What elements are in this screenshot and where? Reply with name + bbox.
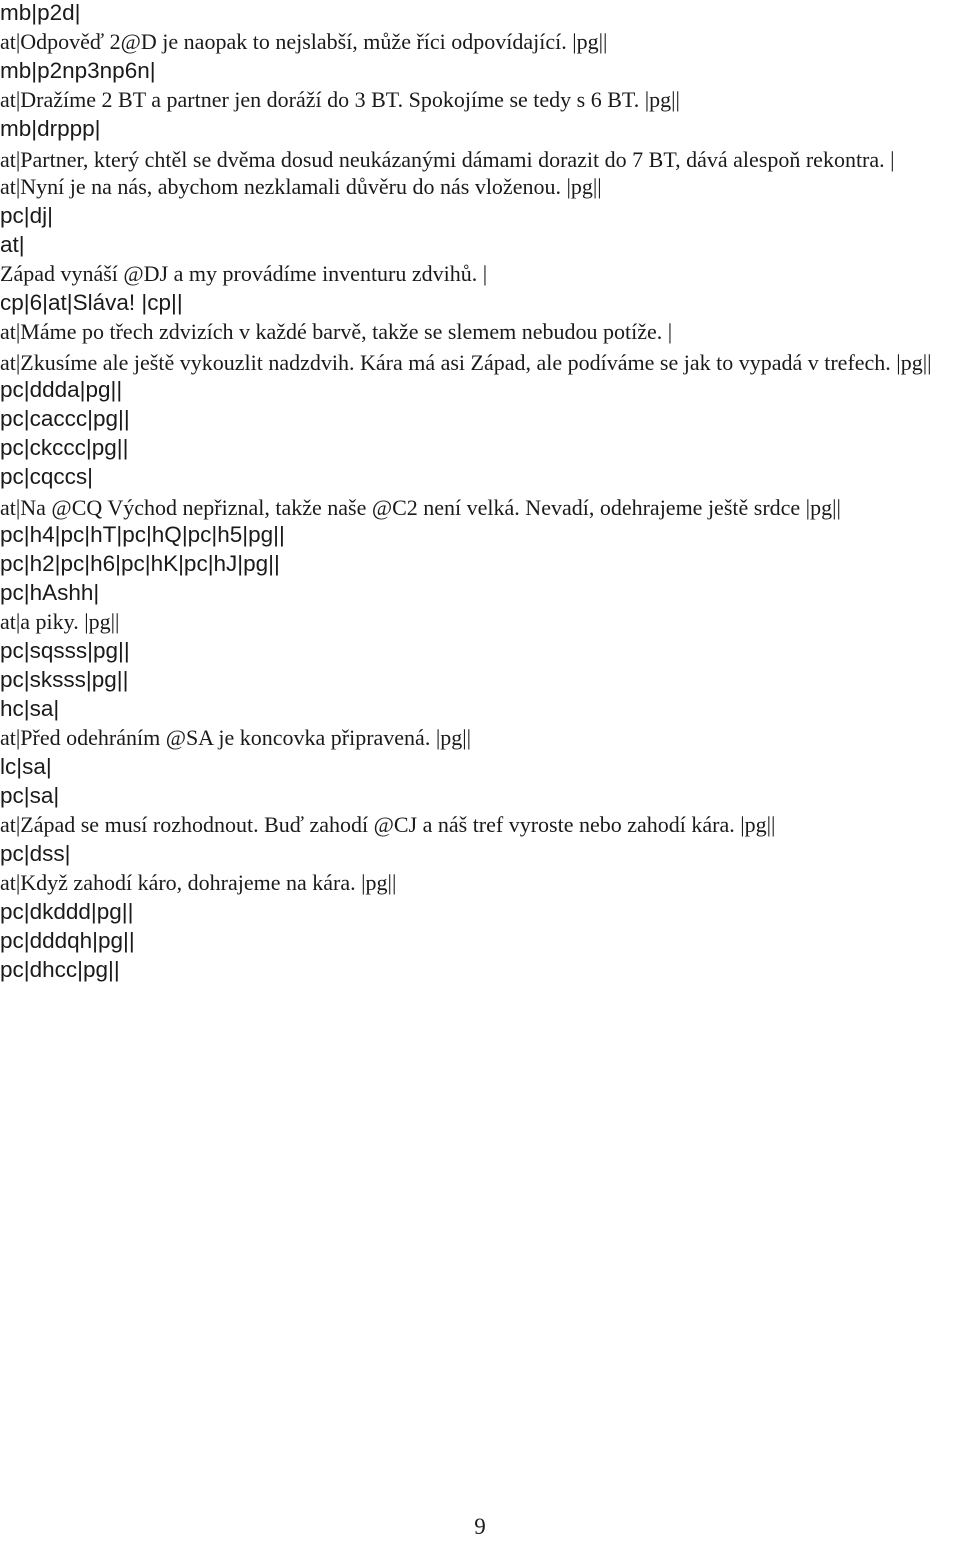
text-line: pc|dkddd|pg|| [0, 899, 134, 924]
text-line: pc|sa| [0, 783, 60, 808]
text-line: mb|drppp| [0, 116, 101, 141]
text-line: mb|p2d| [0, 0, 81, 25]
text-line: at|Západ se musí rozhodnout. Buď zahodí @CJ a náš tref vyroste nebo zahodí kára. |pg|| [0, 812, 776, 837]
text-line: pc|h4|pc|hT|pc|hQ|pc|h5|pg|| [0, 522, 285, 547]
text-line: at|Před odehráním @SA je koncovka připravená. |pg|| [0, 725, 472, 750]
text-line: lc|sa| [0, 754, 52, 779]
text-line: pc|cqccs| [0, 464, 93, 489]
text-line: pc|dss| [0, 841, 71, 866]
text-line: at|Zkusíme ale ještě vykouzlit nadzdvih. Kára má asi Západ, ale podíváme se jak to vypadá v trefech. |pg|| [0, 350, 932, 375]
text-line: at|Nyní je na nás, abychom nezklamali důvěru do nás vloženou. |pg|| [0, 174, 602, 199]
text-line: pc|sqsss|pg|| [0, 638, 130, 663]
text-line: pc|dddqh|pg|| [0, 928, 135, 953]
text-line: mb|p2np3np6n| [0, 58, 156, 83]
text-line: pc|caccc|pg|| [0, 406, 130, 431]
text-line: at| [0, 232, 25, 257]
text-line: at|Na @CQ Východ nepřiznal, takže naše @C2 není velká. Nevadí, odehrajeme ještě srdce |pg|| [0, 495, 841, 520]
text-line: pc|ckccc|pg|| [0, 435, 129, 460]
text-line: pc|hAshh| [0, 580, 100, 605]
text-line: at|Dražíme 2 BT a partner jen doráží do 3 BT. Spokojíme se tedy s 6 BT. |pg|| [0, 87, 680, 112]
text-line: at|Máme po třech zdvizích v každé barvě, takže se slemem nebudou potíže. | [0, 319, 673, 344]
text-line: pc|h2|pc|h6|pc|hK|pc|hJ|pg|| [0, 551, 280, 576]
text-line: at|Odpověď 2@D je naopak to nejslabší, může říci odpovídající. |pg|| [0, 29, 608, 54]
text-line: at|Partner, který chtěl se dvěma dosud neukázanými dámami dorazit do 7 BT, dává alespoň rekontra. | [0, 147, 895, 172]
text-line: pc|sksss|pg|| [0, 667, 129, 692]
text-line: Západ vynáší @DJ a my provádíme inventuru zdvihů. | [0, 261, 488, 286]
text-line: pc|ddda|pg|| [0, 377, 123, 402]
text-line: pc|dj| [0, 203, 53, 228]
text-line: pc|dhcc|pg|| [0, 957, 120, 982]
text-line: cp|6|at|Sláva! |cp|| [0, 290, 183, 315]
text-line: hc|sa| [0, 696, 60, 721]
text-line: at|a piky. |pg|| [0, 609, 120, 634]
text-line: at|Když zahodí káro, dohrajeme na kára. |pg|| [0, 870, 397, 895]
page-number: 9 [474, 1514, 486, 1539]
